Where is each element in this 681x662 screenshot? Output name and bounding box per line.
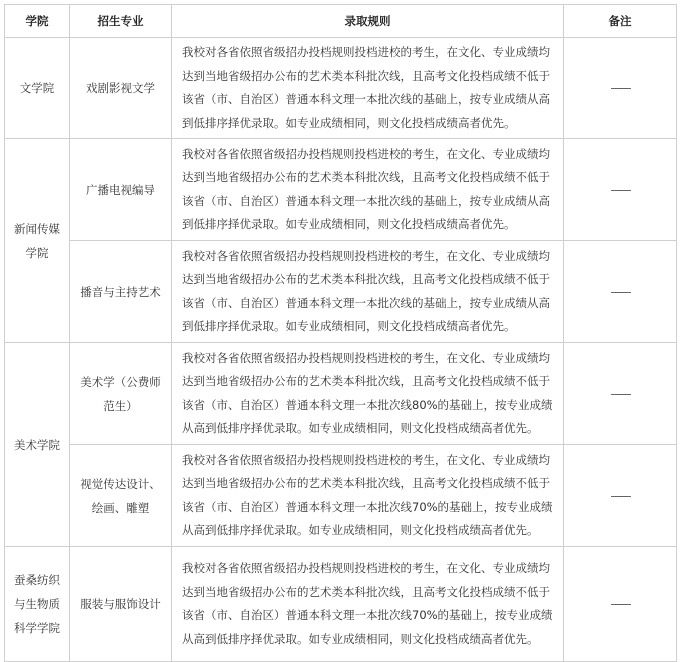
remark-dash: —— xyxy=(610,488,630,503)
header-college: 学院 xyxy=(5,5,70,38)
rule-cell: 我校对各省依照省级招办投档规则投档进校的考生，在文化、专业成绩均达到当地省级招办公布的艺术类本科批次线，且高考文化投档成绩不低于该省（市、自治区）普通本科文理一本批次线的基础上，按专业成绩从高到低排序择优录取。如专业成绩相同，则文化投档成绩高者优先。 xyxy=(172,38,564,139)
rule-cell: 我校对各省依照省级招办投档规则投档进校的考生，在文化、专业成绩均达到当地省级招办公布的艺术类本科批次线，且高考文化投档成绩不低于该省（市、自治区）普通本科文理一本批次线的基础上，按专业成绩从高到低排序择优录取。如专业成绩相同，则文化投档成绩高者优先。 xyxy=(172,241,564,343)
remark-dash: —— xyxy=(610,284,630,299)
rule-cell: 我校对各省依照省级招办投档规则投档进校的考生，在文化、专业成绩均达到当地省级招办公布的艺术类本科批次线，且高考文化投档成绩不低于该省（市、自治区）普通本科文理一本批次线70%的基础上，按专业成绩从高到低排序择优录取。如专业成绩相同，则文化投档成绩高者优先。 xyxy=(172,547,564,662)
table-row xyxy=(5,38,677,139)
admission-rules-table xyxy=(4,4,677,662)
major-cell: 戏剧影视文学 xyxy=(70,38,172,139)
header-remark: 备注 xyxy=(564,5,677,38)
remark-cell xyxy=(564,343,677,445)
header-rule: 录取规则 xyxy=(172,5,564,38)
major-cell: 美术学（公费师范生） xyxy=(70,343,172,445)
remark-dash: —— xyxy=(610,386,630,401)
rule-cell: 我校对各省依照省级招办投档规则投档进校的考生，在文化、专业成绩均达到当地省级招办公布的艺术类本科批次线，且高考文化投档成绩不低于该省（市、自治区）普通本科文理一本批次线80%的基础上，按专业成绩从高到低排序择优录取。如专业成绩相同，则文化投档成绩高者优先。 xyxy=(172,343,564,445)
table-row xyxy=(5,139,677,241)
college-cell: 美术学院 xyxy=(5,343,70,547)
header-major: 招生专业 xyxy=(70,5,172,38)
remark-cell xyxy=(564,547,677,662)
table-row xyxy=(5,547,677,662)
remark-dash: —— xyxy=(610,597,630,612)
table-row xyxy=(5,241,677,343)
table-row xyxy=(5,343,677,445)
rule-cell: 我校对各省依照省级招办投档规则投档进校的考生，在文化、专业成绩均达到当地省级招办公布的艺术类本科批次线，且高考文化投档成绩不低于该省（市、自治区）普通本科文理一本批次线70%的基础上，按专业成绩从高到低排序择优录取。如专业成绩相同，则文化投档成绩高者优先。 xyxy=(172,445,564,547)
remark-cell xyxy=(564,445,677,547)
remark-dash: —— xyxy=(610,81,630,96)
college-cell: 蚕桑纺织与生物质科学学院 xyxy=(5,547,70,662)
major-cell: 广播电视编导 xyxy=(70,139,172,241)
remark-dash: —— xyxy=(610,182,630,197)
table-row xyxy=(5,445,677,547)
remark-cell xyxy=(564,241,677,343)
rule-cell: 我校对各省依照省级招办投档规则投档进校的考生，在文化、专业成绩均达到当地省级招办公布的艺术类本科批次线，且高考文化投档成绩不低于该省（市、自治区）普通本科文理一本批次线的基础上，按专业成绩从高到低排序择优录取。如专业成绩相同，则文化投档成绩高者优先。 xyxy=(172,139,564,241)
remark-cell xyxy=(564,38,677,139)
major-cell: 服装与服饰设计 xyxy=(70,547,172,662)
remark-cell xyxy=(564,139,677,241)
major-cell: 视觉传达设计、绘画、雕塑 xyxy=(70,445,172,547)
college-cell: 新闻传媒学院 xyxy=(5,139,70,343)
header-row xyxy=(5,5,677,38)
college-cell: 文学院 xyxy=(5,38,70,139)
major-cell: 播音与主持艺术 xyxy=(70,241,172,343)
